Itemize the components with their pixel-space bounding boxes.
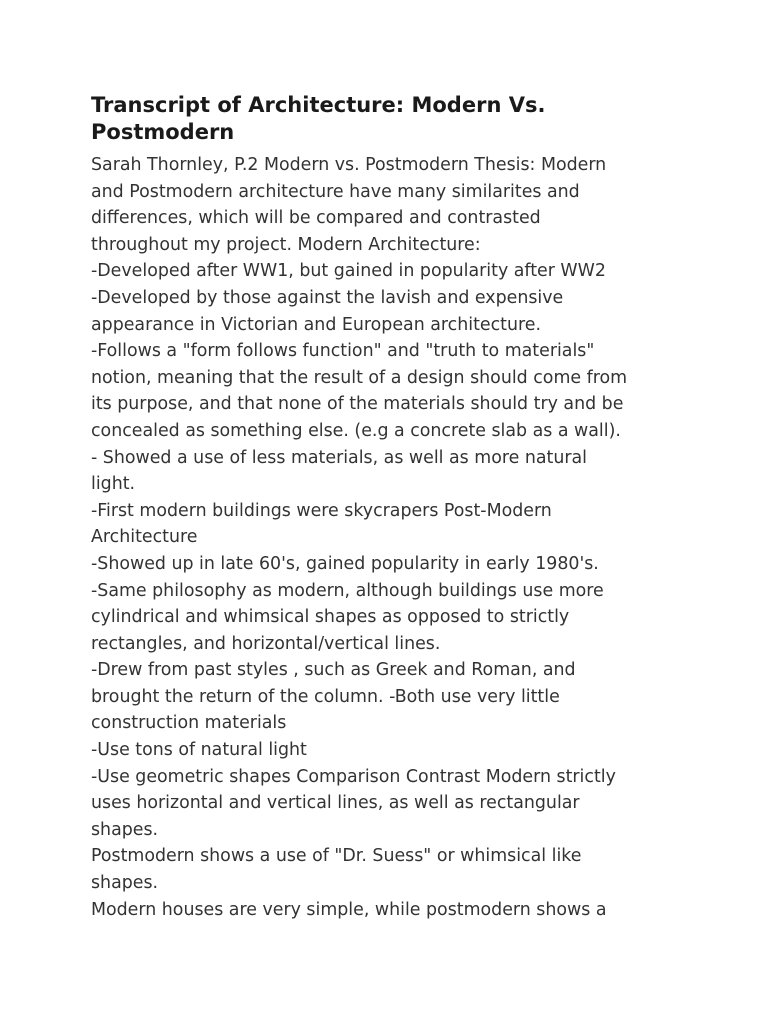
text-line: notion, meaning that the result of a design should come from [91,367,628,388]
text-line: -Follows a "form follows function" and "truth to materials" [91,341,595,362]
text-line: uses horizontal and vertical lines, as well as rectangular [91,793,580,814]
document-title [91,92,681,146]
text-line: Postmodern shows a use of "Dr. Suess" or whimsical like [91,846,582,867]
title-line: Transcript of Architecture: Modern Vs. [91,93,546,117]
text-line: shapes. [91,873,159,894]
text-line: concealed as something else. (e.g a concrete slab as a wall). [91,420,621,441]
text-line: -Use tons of natural light [91,740,307,761]
text-line: and Postmodern architecture have many similarites and [91,181,580,202]
text-line: -Developed by those against the lavish and expensive [91,287,564,308]
text-line: shapes. [91,819,159,840]
text-line: -Showed up in late 60's, gained popularity in early 1980's. [91,553,599,574]
text-line: construction materials [91,713,287,734]
text-line: -Drew from past styles , such as Greek and Roman, and [91,660,576,681]
text-line: -Use geometric shapes Comparison Contrast Modern strictly [91,766,616,787]
text-line: Sarah Thornley, P.2 Modern vs. Postmodern Thesis: Modern [91,155,607,175]
text-line: Architecture [91,527,198,548]
text-line: -First modern buildings were skycrapers Post-Modern [91,500,552,521]
text-line: cylindrical and whimsical shapes as opposed to strictly [91,607,570,628]
transcript-body [91,152,681,923]
text-line: brought the return of the column. -Both use very little [91,686,560,707]
text-line: rectangles, and horizontal/vertical lines. [91,633,441,654]
text-line: -Same philosophy as modern, although buildings use more [91,580,604,601]
document-page [91,92,681,923]
text-line: light. [91,474,136,495]
title-line: Postmodern [91,120,235,144]
text-line: throughout my project. Modern Architecture: [91,234,481,255]
text-line: -Developed after WW1, but gained in popularity after WW2 [91,261,606,282]
text-line: differences, which will be compared and contrasted [91,208,541,229]
text-line: its purpose, and that none of the materials should try and be [91,394,624,415]
text-line: - Showed a use of less materials, as well as more natural [91,447,587,468]
text-line: appearance in Victorian and European architecture. [91,314,542,335]
text-line: Modern houses are very simple, while postmodern shows a [91,899,607,920]
